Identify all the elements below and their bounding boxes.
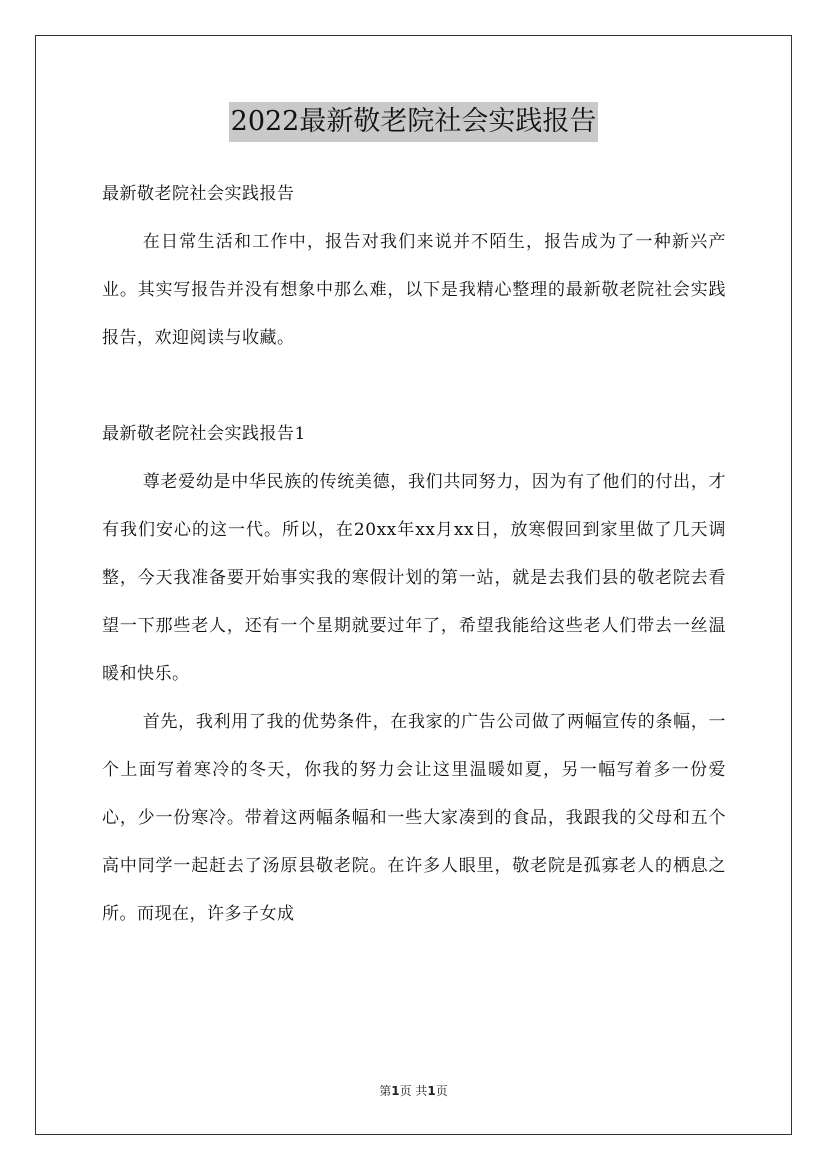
document-title-text: 2022最新敬老院社会实践报告 xyxy=(229,102,599,142)
footer-total-pages: 1 xyxy=(427,1084,436,1098)
intro-paragraph: 在日常生活和工作中，报告对我们来说并不陌生，报告成为了一种新兴产业。其实写报告并没有想象中那么难，以下是我精心整理的最新敬老院社会实践报告，欢迎阅读与收藏。 xyxy=(102,232,726,348)
body-paragraph-2: 首先，我利用了我的优势条件，在我家的广告公司做了两幅宣传的条幅，一个上面写着寒冷的冬天，你我的努力会让这里温暖如夏，另一幅写着多一份爱心，少一份寒冷。带着这两幅条幅和一些大家凑到的食品，我跟我的父母和五个高中同学一起赶去了汤原县敬老院。在许多人眼里，敬老院是孤寡老人的栖息之所。而现在，许多子女成 xyxy=(102,712,726,924)
footer-prefix: 第 xyxy=(379,1084,392,1098)
document-subtitle: 最新敬老院社会实践报告 xyxy=(102,184,295,204)
footer-page-number: 1 xyxy=(391,1084,400,1098)
footer-middle: 页 共 xyxy=(399,1084,428,1098)
document-body xyxy=(102,170,726,938)
page-footer xyxy=(0,1082,827,1099)
body-paragraph-1: 尊老爱幼是中华民族的传统美德，我们共同努力，因为有了他们的付出，才有我们安心的这一代。所以，在20xx年xx月xx日，放寒假回到家里做了几天调整，今天我准备要开始事实我的寒假计划的第一站，就是去我们县的敬老院去看望一下那些老人，还有一个星期就要过年了，希望我能给这些老人们带去一丝温暖和快乐。 xyxy=(102,472,726,684)
paragraph-spacer xyxy=(102,362,726,410)
section-heading: 最新敬老院社会实践报告1 xyxy=(102,424,306,444)
footer-suffix: 页 xyxy=(435,1084,448,1098)
document-title xyxy=(0,100,827,142)
